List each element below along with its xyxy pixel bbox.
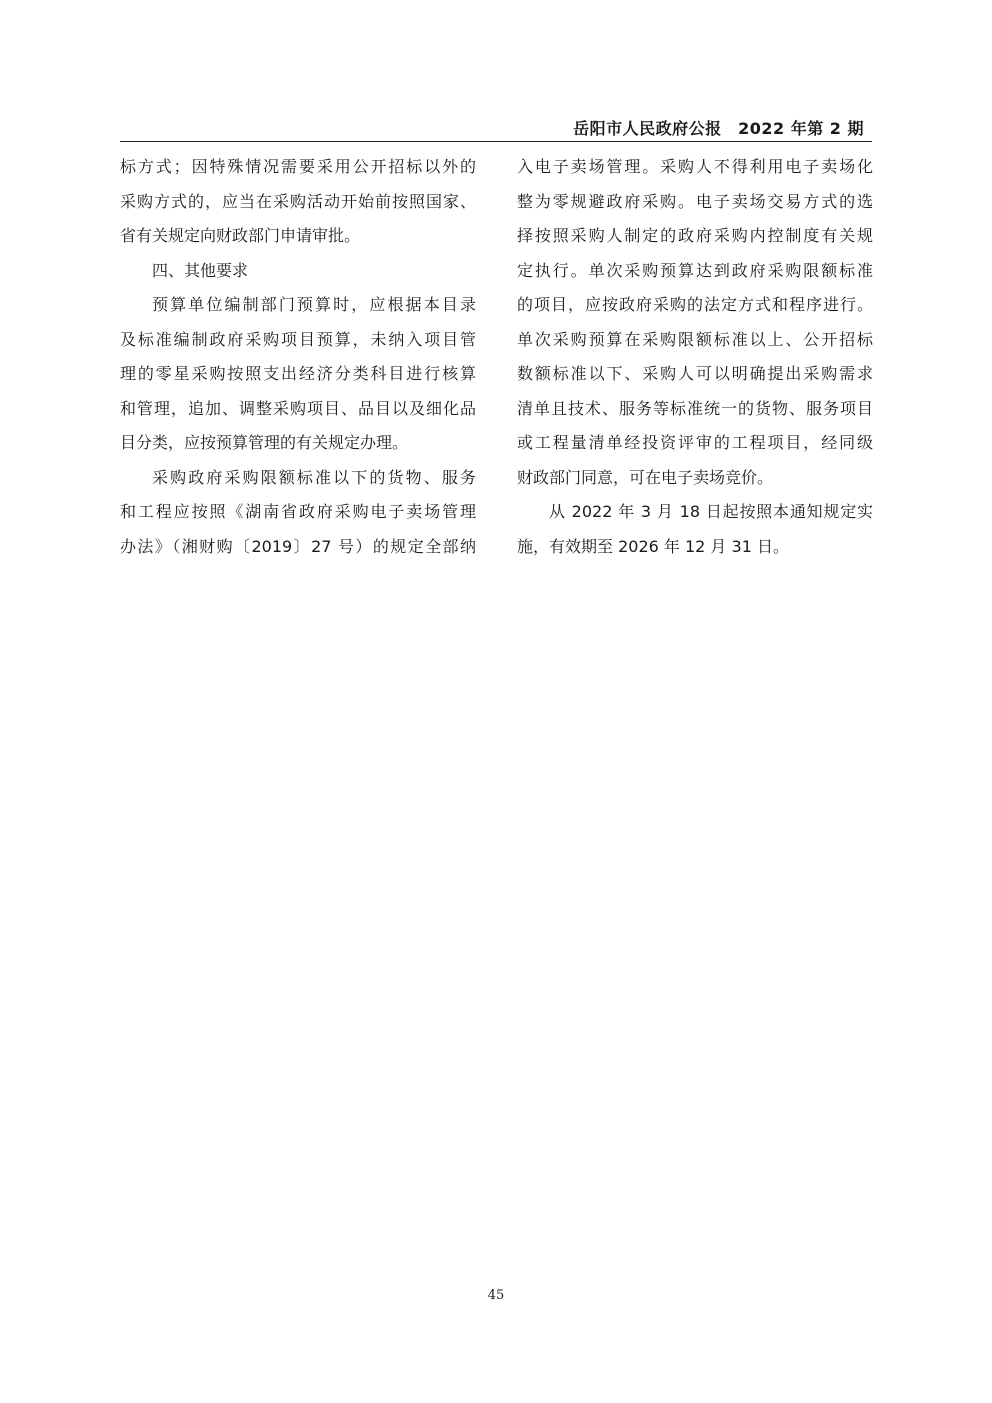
text-line: 办法》（湘财购〔2019〕27 号）的规定全部纳 [120,536,476,556]
text-line: 或工程量清单经投资评审的工程项目，经同级 [517,433,873,452]
text-line: 采购方式的，应当在采购活动开始前按照国家、 [120,191,476,211]
text-line: 择按照采购人制定的政府采购内控制度有关规 [517,226,873,245]
text-line: 从 2022 年 3 月 18 日起按照本通知规定实 [549,502,873,521]
text-line: 单次采购预算在采购限额标准以上、公开招标 [517,329,873,349]
text-line: 定执行。单次采购预算达到政府采购限额标准 [517,260,873,280]
header-divider [120,141,872,142]
text-line: 入电子卖场管理。采购人不得利用电子卖场化 [517,157,873,176]
text-line: 和工程应按照《湖南省政府采购电子卖场管理 [120,502,476,521]
page-number: 45 [487,1288,505,1303]
text-line: 整为零规避政府采购。电子卖场交易方式的选 [517,191,873,211]
left-text-column [120,150,476,564]
text-line: 施，有效期至 2026 年 12 月 31 日。 [517,536,789,556]
journal-header-title: 岳阳市人民政府公报 2022 年第 2 期 [573,119,864,138]
text-line: 数额标准以下、采购人可以明确提出采购需求 [517,364,873,383]
text-line: 标方式；因特殊情况需要采用公开招标以外的 [120,157,476,176]
text-line: 和管理，追加、调整采购项目、品目以及细化品 [120,398,476,418]
text-line: 及标准编制政府采购项目预算，未纳入项目管 [120,329,476,349]
text-line: 预算单位编制部门预算时，应根据本目录 [152,295,476,314]
text-line: 财政部门同意，可在电子卖场竞价。 [517,467,774,487]
section-heading: 四、其他要求 [152,260,249,280]
text-line: 理的零星采购按照支出经济分类科目进行核算 [120,364,476,383]
text-line: 省有关规定向财政部门申请审批。 [120,226,361,245]
text-line: 清单且技术、服务等标准统一的货物、服务项目 [517,398,873,418]
text-line: 采购政府采购限额标准以下的货物、服务 [152,467,476,487]
text-line: 的项目，应按政府采购的法定方式和程序进行。 [517,295,873,314]
right-text-column [517,150,873,564]
text-line: 目分类，应按预算管理的有关规定办理。 [120,433,409,452]
